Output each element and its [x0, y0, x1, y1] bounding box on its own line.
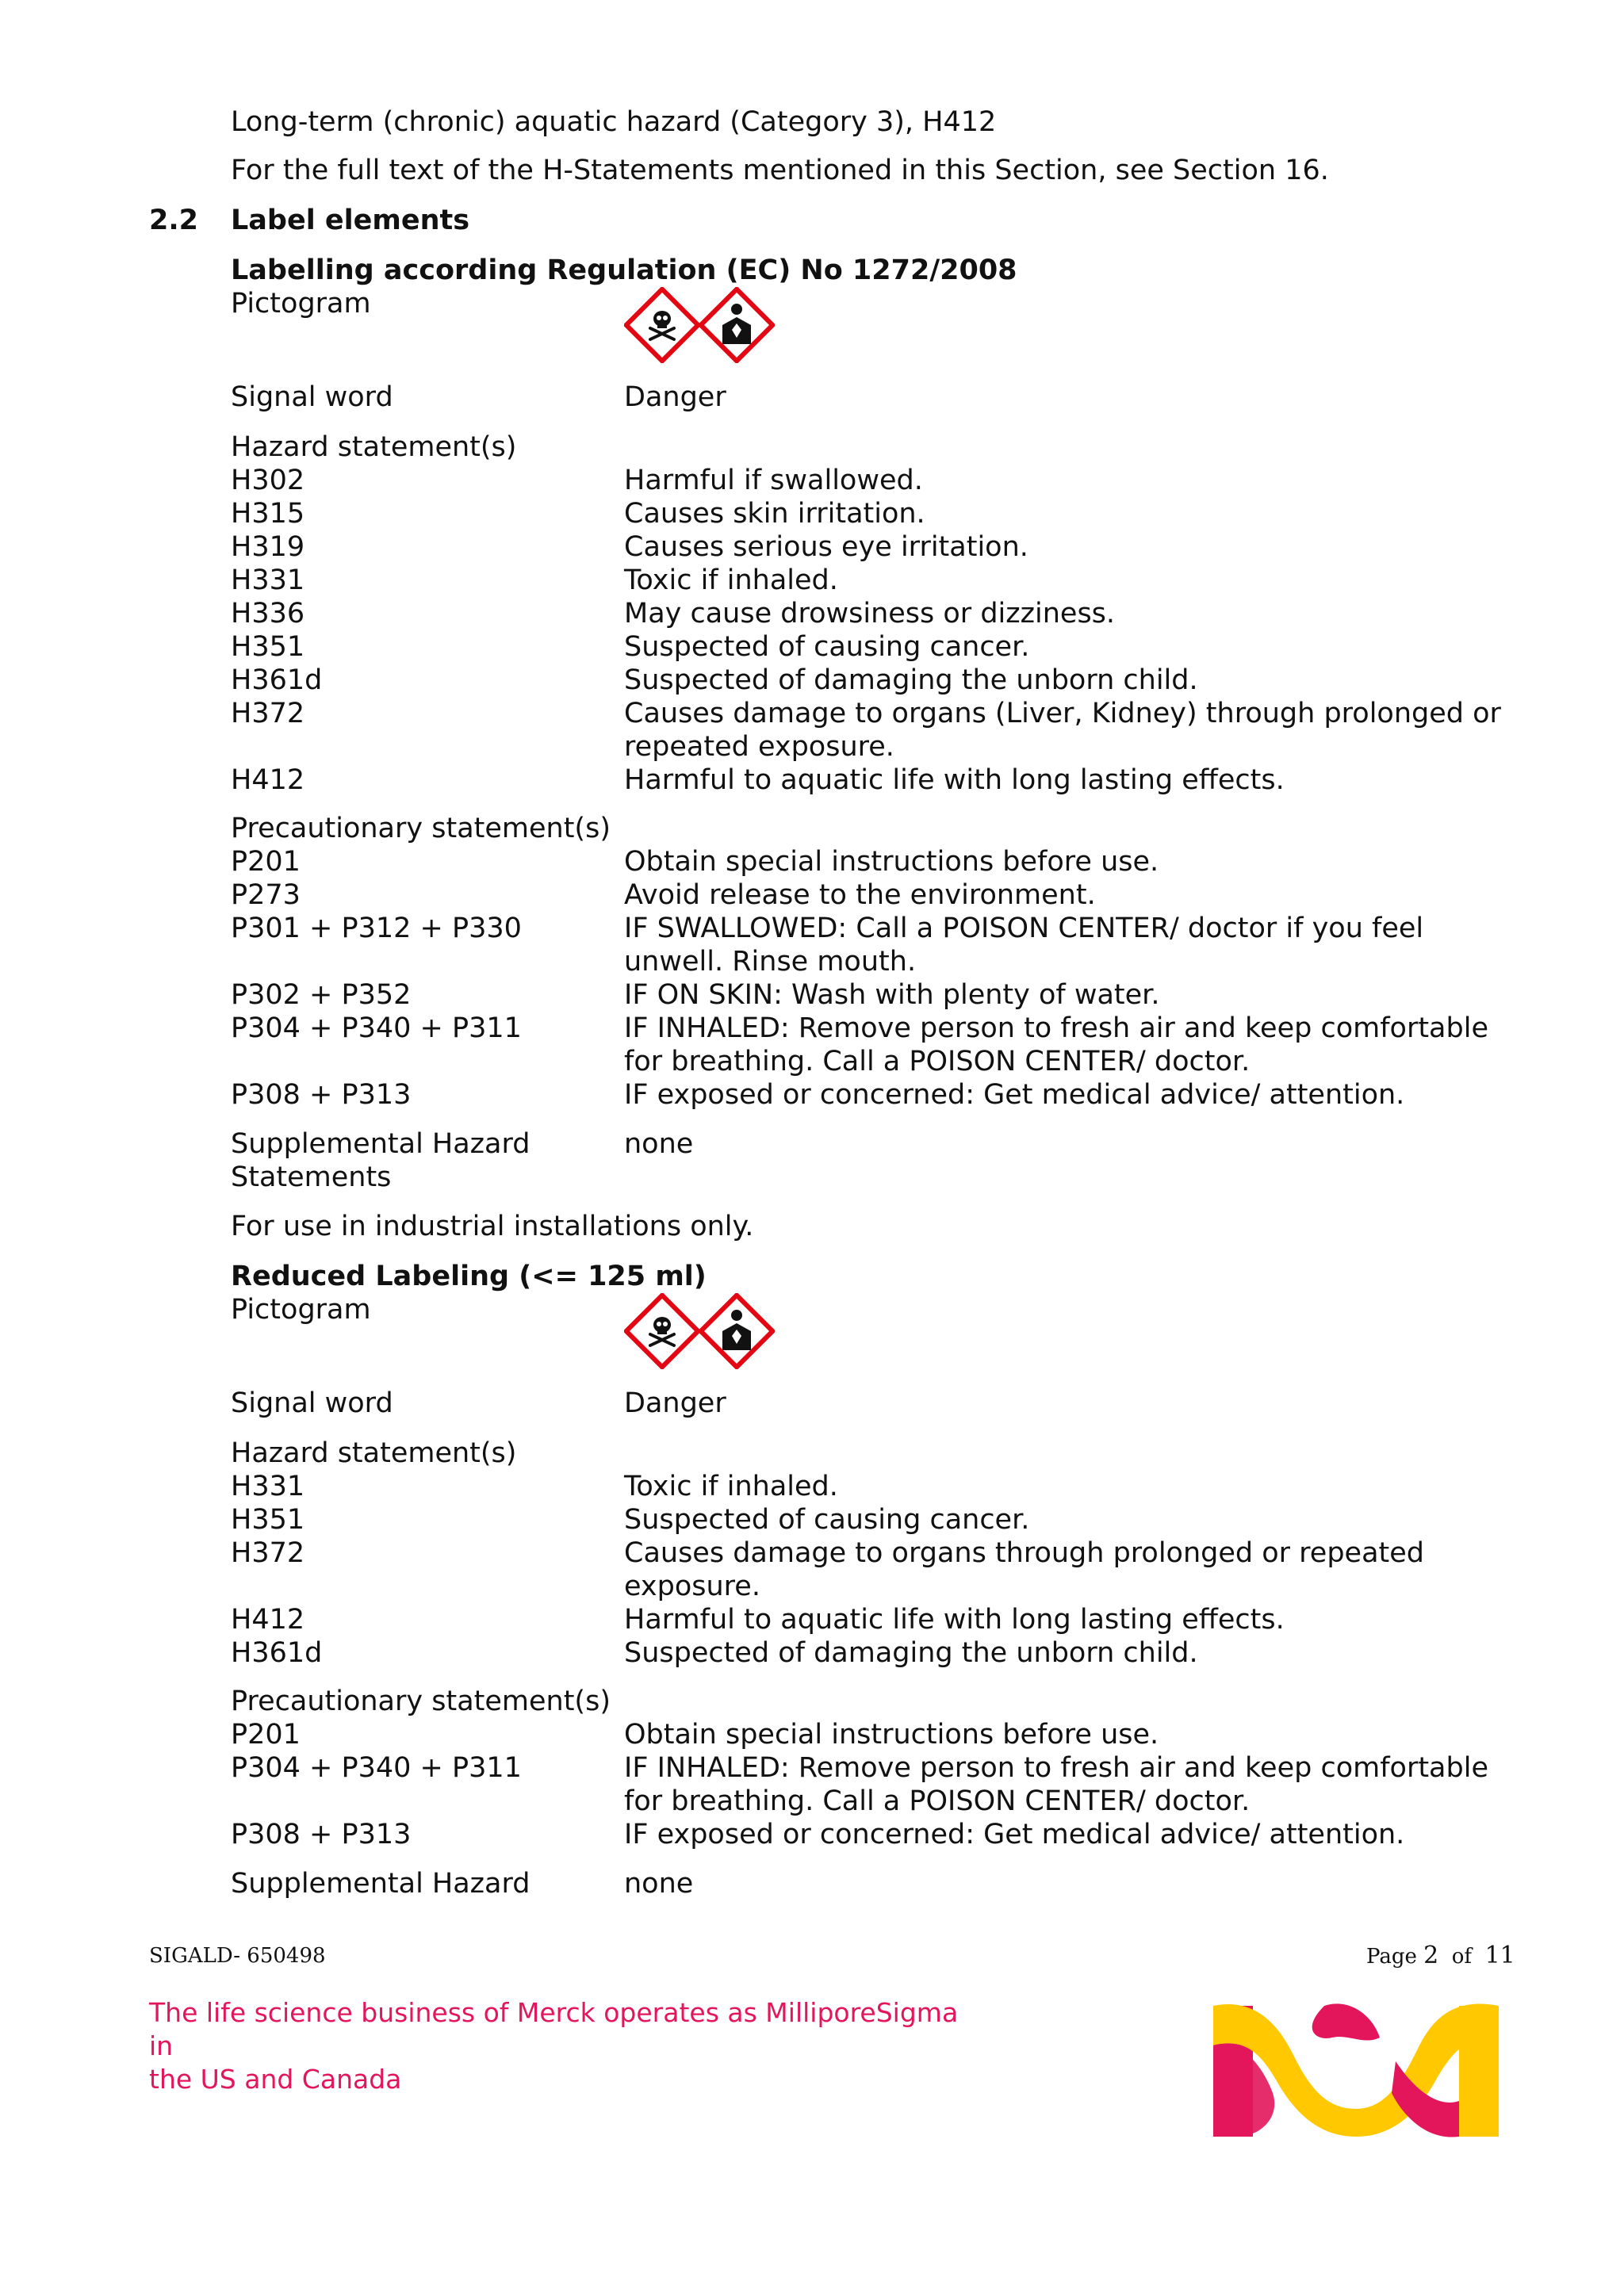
- hazard-code: H412: [231, 1604, 305, 1636]
- pictogram-group: [624, 1293, 775, 1369]
- skull-crossbones-icon: [626, 289, 699, 362]
- of-word: of: [1451, 1945, 1473, 1969]
- hazard-text: Causes damage to organs through prolonged or repeated: [624, 1537, 1425, 1569]
- hazard-code: H331: [231, 1471, 305, 1502]
- supplemental-hazard-value: none: [624, 1128, 694, 1160]
- hazard-statements-label: Hazard statement(s): [231, 431, 517, 463]
- hazard-statements-label: Hazard statement(s): [231, 1437, 517, 1469]
- precautionary-statements-label: Precautionary statement(s): [231, 1686, 611, 1717]
- hazard-text: Suspected of damaging the unborn child.: [624, 664, 1198, 696]
- hazard-text: Causes serious eye irritation.: [624, 531, 1028, 563]
- hazard-code: H372: [231, 1537, 305, 1569]
- hazard-text: Causes skin irritation.: [624, 498, 925, 530]
- precaution-code: P302 + P352: [231, 979, 412, 1011]
- supplemental-hazard-value: none: [624, 1868, 694, 1900]
- hazard-code: H302: [231, 465, 305, 496]
- hazard-code: H351: [231, 631, 305, 663]
- supplemental-hazard-label: Supplemental Hazard: [231, 1128, 530, 1160]
- intro-line-1: Long-term (chronic) aquatic hazard (Category 3), H412: [231, 106, 997, 138]
- precaution-text: IF exposed or concerned: Get medical advice/ attention.: [624, 1819, 1405, 1850]
- precaution-text-continued: for breathing. Call a POISON CENTER/ doctor.: [624, 1785, 1251, 1817]
- labelling-heading: Labelling according Regulation (EC) No 1272/2008: [231, 254, 1017, 286]
- industrial-use-note: For use in industrial installations only.: [231, 1211, 754, 1242]
- hazard-text-continued: repeated exposure.: [624, 731, 894, 763]
- supplemental-hazard-label: Supplemental Hazard: [231, 1868, 530, 1900]
- hazard-text: Toxic if inhaled.: [624, 564, 838, 596]
- signal-word-value: Danger: [624, 381, 726, 413]
- precaution-text-continued: unwell. Rinse mouth.: [624, 946, 917, 978]
- hazard-code: H412: [231, 764, 305, 796]
- precaution-code: P304 + P340 + P311: [231, 1752, 522, 1784]
- hazard-text: Suspected of damaging the unborn child.: [624, 1637, 1198, 1669]
- hazard-text: Harmful to aquatic life with long lasting effects.: [624, 764, 1285, 796]
- hazard-code: H336: [231, 598, 305, 629]
- merck-note-line-1: The life science business of Merck operates as MilliporeSigma in: [149, 1997, 959, 2061]
- precaution-code: P201: [231, 1719, 301, 1751]
- signal-word-label: Signal word: [231, 1387, 393, 1419]
- section-number: 2.2: [149, 205, 199, 236]
- page-word: Page: [1366, 1945, 1417, 1969]
- precaution-code: P201: [231, 846, 301, 878]
- precaution-text: Obtain special instructions before use.: [624, 1719, 1159, 1751]
- hazard-code: H351: [231, 1504, 305, 1536]
- pictogram-label: Pictogram: [231, 1294, 371, 1326]
- precaution-text: IF INHALED: Remove person to fresh air and keep comfortable: [624, 1012, 1488, 1044]
- hazard-code: H361d: [231, 1637, 323, 1669]
- hazard-code: H372: [231, 698, 305, 729]
- precaution-text: Obtain special instructions before use.: [624, 846, 1159, 878]
- hazard-text-continued: exposure.: [624, 1571, 760, 1602]
- precautionary-statements-label: Precautionary statement(s): [231, 813, 611, 844]
- supplemental-hazard-label-cont: Statements: [231, 1161, 392, 1193]
- precaution-code: P301 + P312 + P330: [231, 913, 522, 944]
- precaution-code: P273: [231, 879, 301, 911]
- hazard-text: Suspected of causing cancer.: [624, 1504, 1030, 1536]
- precaution-text: IF SWALLOWED: Call a POISON CENTER/ doctor if you feel: [624, 913, 1424, 944]
- section-title: Label elements: [231, 205, 470, 236]
- precaution-text: IF INHALED: Remove person to fresh air and keep comfortable: [624, 1752, 1488, 1784]
- merck-logo: [1205, 1990, 1507, 2141]
- hazard-text: Toxic if inhaled.: [624, 1471, 838, 1502]
- precaution-code: P308 + P313: [231, 1079, 412, 1111]
- merck-footer-note: [149, 1996, 982, 2096]
- pictogram-label: Pictogram: [231, 288, 371, 320]
- intro-line-2: For the full text of the H-Statements mentioned in this Section, see Section 16.: [231, 155, 1329, 186]
- precaution-text: IF exposed or concerned: Get medical advice/ attention.: [624, 1079, 1405, 1111]
- reduced-labeling-heading: Reduced Labeling (<= 125 ml): [231, 1261, 707, 1292]
- hazard-text: May cause drowsiness or dizziness.: [624, 598, 1116, 629]
- signal-word-value: Danger: [624, 1387, 726, 1419]
- hazard-code: H361d: [231, 664, 323, 696]
- hazard-code: H331: [231, 564, 305, 596]
- hazard-code: H315: [231, 498, 305, 530]
- hazard-text: Suspected of causing cancer.: [624, 631, 1030, 663]
- signal-word-label: Signal word: [231, 381, 393, 413]
- precaution-code: P304 + P340 + P311: [231, 1012, 522, 1044]
- hazard-text: Harmful if swallowed.: [624, 465, 923, 496]
- merck-note-line-2: the US and Canada: [149, 2064, 402, 2095]
- skull-crossbones-icon: [626, 1295, 699, 1368]
- precaution-text: IF ON SKIN: Wash with plenty of water.: [624, 979, 1160, 1011]
- page-indicator: [1366, 1944, 1515, 1969]
- precaution-code: P308 + P313: [231, 1819, 412, 1850]
- precaution-text-continued: for breathing. Call a POISON CENTER/ doctor.: [624, 1046, 1251, 1077]
- health-hazard-icon: [701, 289, 773, 362]
- health-hazard-icon: [701, 1295, 773, 1368]
- hazard-code: H319: [231, 531, 305, 563]
- hazard-text: Harmful to aquatic life with long lasting effects.: [624, 1604, 1285, 1636]
- hazard-text: Causes damage to organs (Liver, Kidney) through prolonged or: [624, 698, 1501, 729]
- page-total: 11: [1484, 1942, 1515, 1969]
- document-id: SIGALD- 650498: [149, 1944, 326, 1968]
- page-number: 2: [1423, 1942, 1439, 1969]
- pictogram-group: [624, 287, 775, 363]
- precaution-text: Avoid release to the environment.: [624, 879, 1096, 911]
